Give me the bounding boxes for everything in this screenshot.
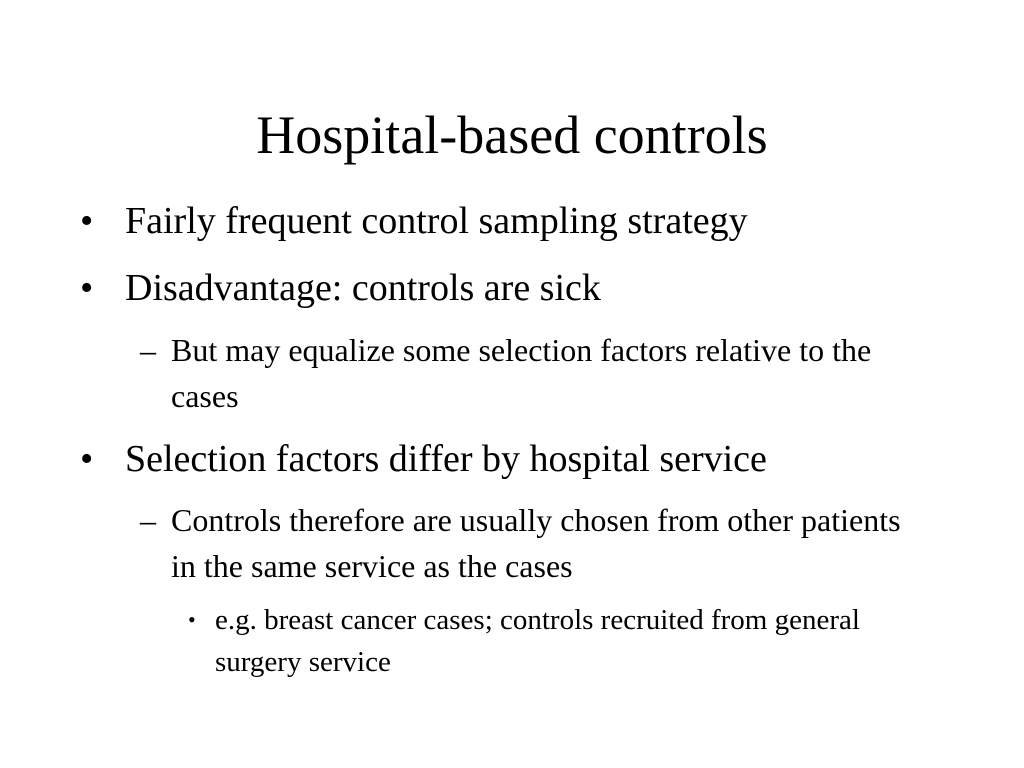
bullet-marker: • <box>80 438 94 480</box>
bullet-text: Selection factors differ by hospital service <box>125 438 767 480</box>
bullet-marker: • <box>80 200 94 242</box>
sub-bullet-text: Controls therefore are usually chosen from other patients in the same service as the cases <box>171 502 901 584</box>
small-bullet-marker: • <box>188 607 196 632</box>
bullet-text: Fairly frequent control sampling strategy <box>125 200 748 242</box>
sub-bullet-text: But may equalize some selection factors relative to the cases <box>171 332 872 414</box>
sub-sub-bullet-text: e.g. breast cancer cases; controls recruited from general surgery service <box>215 604 860 678</box>
dash-marker: – <box>140 502 156 538</box>
slide-title: Hospital-based controls <box>256 105 768 165</box>
bullet-marker: • <box>80 267 94 309</box>
bullet-text: Disadvantage: controls are sick <box>125 267 601 309</box>
dash-marker: – <box>140 332 156 368</box>
